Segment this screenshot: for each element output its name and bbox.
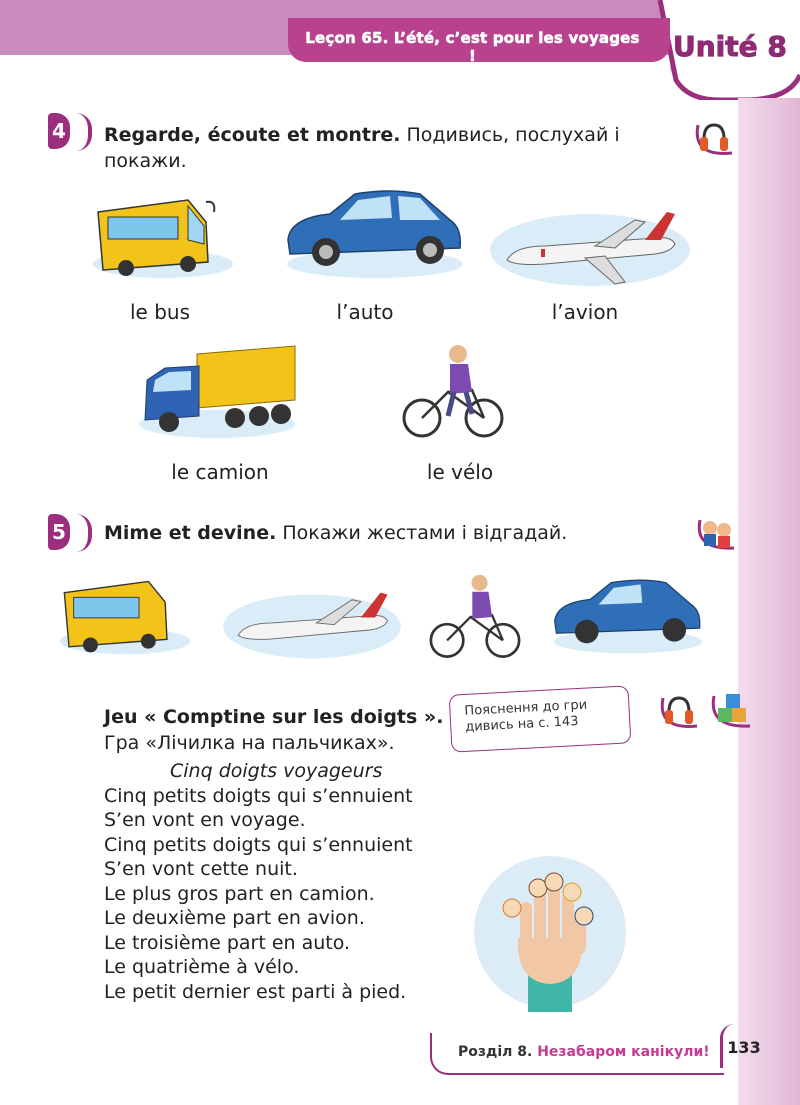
- exercise5-instruction: [104, 520, 664, 546]
- bicycle-image: [425, 572, 525, 666]
- bus-image: [55, 572, 195, 664]
- car-image: [280, 180, 470, 284]
- finger-puppets-image: [470, 852, 630, 1016]
- exercise-number-badge: 4: [48, 113, 70, 149]
- headphones-icon[interactable]: [655, 690, 703, 736]
- badge-frame: [40, 113, 92, 151]
- poem-line: S’en vont en voyage.: [104, 809, 306, 831]
- lesson-title: Leçon 65. L’été, c’est pour les voyages !: [305, 29, 640, 65]
- exercise4-title-rest: Подивись, послухай і покажи.: [104, 124, 620, 172]
- poem-line: Le deuxième part en avion.: [104, 907, 365, 929]
- letter-blocks-icon: [708, 688, 756, 736]
- poem-line: Cinq petits doigts qui s’ennuient: [104, 834, 413, 856]
- label-truck: le camion: [171, 460, 269, 484]
- game-subtitle: Гра «Лічилка на пальчиках».: [104, 732, 395, 754]
- label-bus: le bus: [129, 300, 190, 324]
- bicycle-image: [398, 342, 508, 446]
- exercise4-instruction: [104, 122, 644, 174]
- exercise5-title-rest: Покажи жестами і відгадай.: [276, 522, 568, 544]
- poem-line: Cinq petits doigts qui s’ennuient: [104, 785, 413, 807]
- headphones-icon[interactable]: [690, 117, 738, 163]
- page-number: 133: [727, 1038, 761, 1057]
- exercise-number-badge: 5: [48, 514, 70, 550]
- children-icon: [692, 514, 740, 558]
- rules-note-line2: дивись на с. 143: [464, 713, 579, 735]
- airplane-image: [212, 582, 412, 666]
- footer-section-label: Розділ 8.: [458, 1044, 533, 1060]
- unit-label: Unité 8: [673, 30, 787, 63]
- game-title: Jeu « Comptine sur les doigts ».: [104, 706, 444, 728]
- poem-line: Le plus gros part en camion.: [104, 883, 375, 905]
- truck-image: [135, 340, 300, 444]
- footer-section-title: Незабаром канікули!: [537, 1044, 710, 1060]
- label-bicycle: le vélo: [426, 460, 494, 484]
- rules-note: [449, 685, 632, 752]
- exercise4-title-bold: Regarde, écoute et montre.: [104, 124, 401, 146]
- exercise5-title-bold: Mime et devine.: [104, 522, 277, 544]
- rules-note-line1: Пояснення до гри: [464, 697, 588, 719]
- footer-section: [458, 1044, 710, 1060]
- poem-line: Le quatrième à vélo.: [104, 956, 300, 978]
- poem-line: Le petit dernier est parti à pied.: [104, 981, 407, 1003]
- airplane-image: [485, 200, 695, 294]
- side-strip: [738, 98, 800, 1105]
- car-image: [548, 568, 708, 662]
- poem-title: Cinq doigts voyageurs: [170, 760, 383, 782]
- poem-line: Le troisième part en auto.: [104, 932, 351, 954]
- badge-frame: [40, 514, 92, 552]
- label-car: l’auto: [336, 300, 394, 324]
- poem-line: S’en vont cette nuit.: [104, 858, 298, 880]
- bus-image: [88, 192, 238, 286]
- label-airplane: l’avion: [551, 300, 619, 324]
